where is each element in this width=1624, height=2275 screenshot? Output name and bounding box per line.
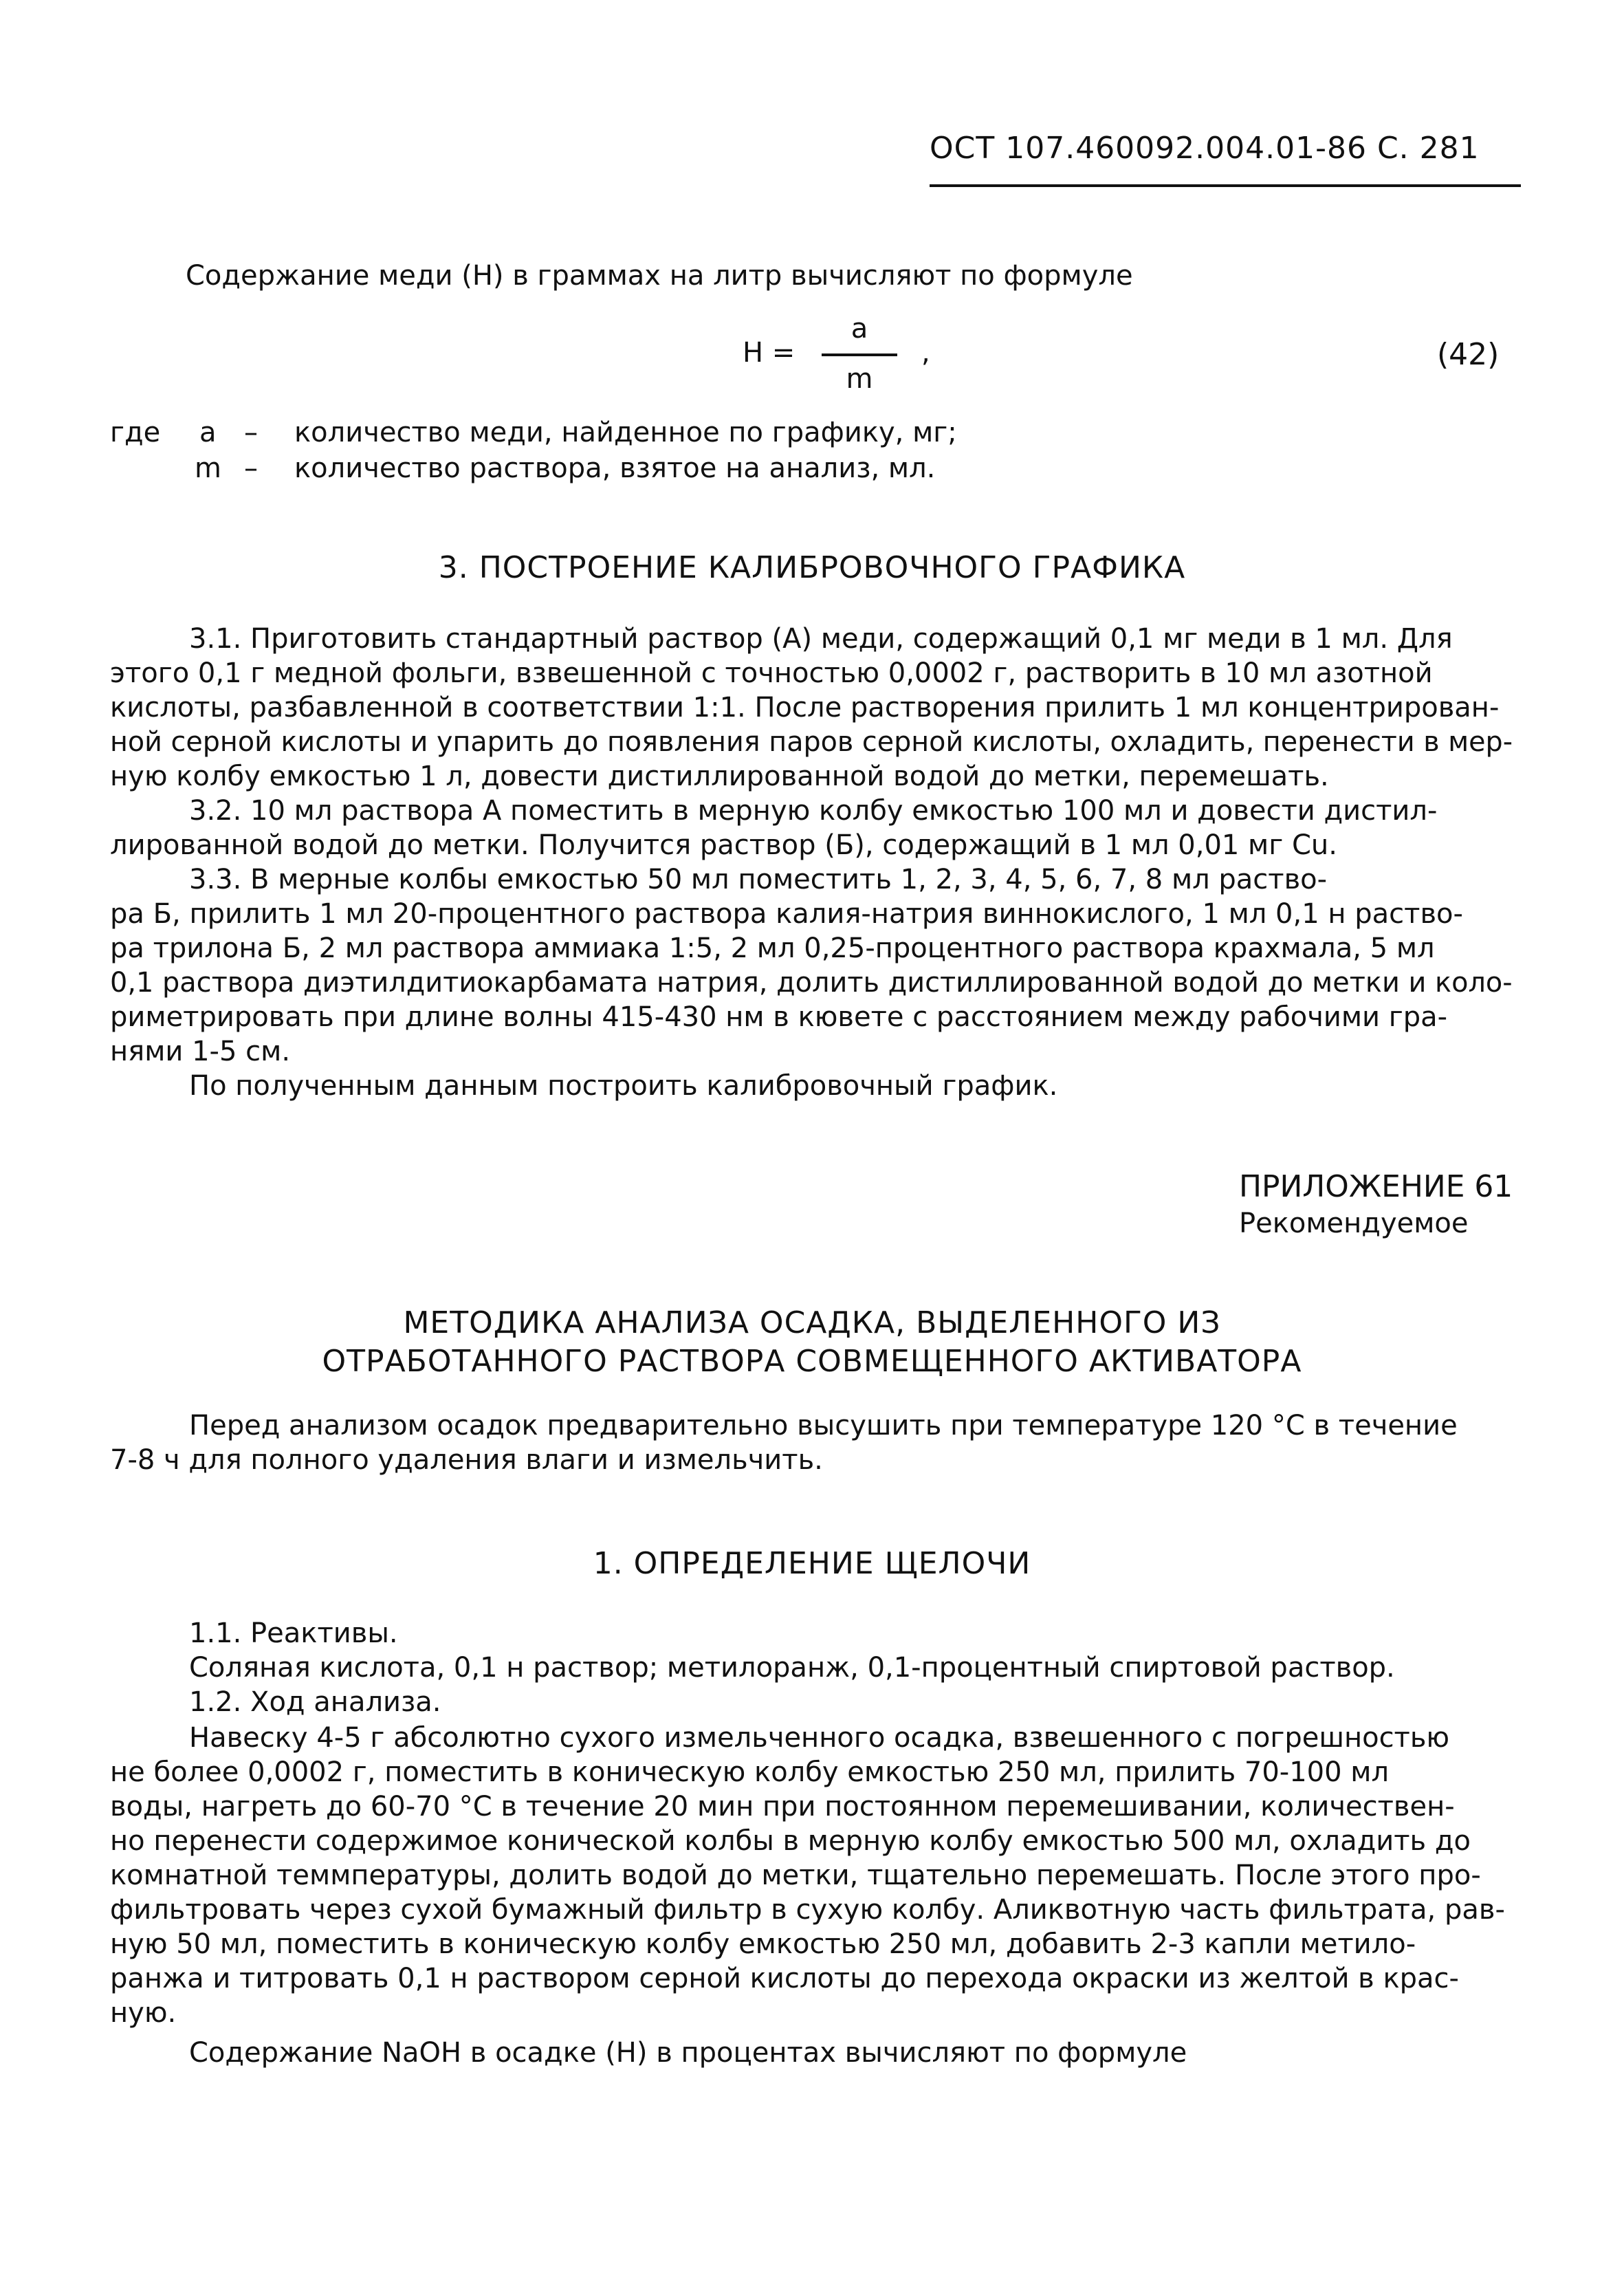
section-1-line: 1.2. Ход анализа. <box>189 1686 441 1718</box>
section-1-line: ранжа и титровать 0,1 н раствором серной кислоты до перехода окраски из желтой в крас- <box>110 1963 1459 1994</box>
section-1-line: комнатной теммпературы, долить водой до метки, тщательно перемешать. После этого про- <box>110 1860 1481 1891</box>
appendix-subtitle: Рекомендуемое <box>1239 1208 1469 1239</box>
section-3-line: ра трилона Б, 2 мл раствора аммиака 1:5, 2 мл 0,25-процентного раствора крахмала, 5 мл <box>110 933 1435 964</box>
method-intro-line: 7-8 ч для полного удаления влаги и измельчить. <box>110 1444 823 1476</box>
section-1-line: но перенести содержимое конической колбы в мерную колбу емкостью 500 мл, охладить до <box>110 1825 1471 1857</box>
section-3-line: 3.1. Приготовить стандартный раствор (А) меди, содержащий 0,1 мг меди в 1 мл. Для <box>189 623 1453 655</box>
formula-intro: Содержание меди (Н) в граммах на литр вычисляют по формуле <box>186 260 1133 292</box>
section-1-line: не более 0,0002 г, поместить в коническую колбу емкостью 250 мл, прилить 70-100 мл <box>110 1756 1390 1788</box>
formula-numerator: а <box>851 313 868 345</box>
section-3-line: лированной водой до метки. Получится раствор (Б), содержащий в 1 мл 0,01 мг Cu. <box>110 829 1337 861</box>
where-dash: – <box>244 453 258 484</box>
section-1-line: ную. <box>110 1997 177 2029</box>
section-3-line: риметрировать при длине волны 415-430 нм в кювете с расстоянием между рабочими гра- <box>110 1001 1448 1033</box>
method-title-line-2: ОТРАБОТАННОГО РАСТВОРА СОВМЕЩЕННОГО АКТИВАТОРА <box>322 1344 1302 1379</box>
method-intro-line: Перед анализом осадок предварительно высушить при температуре 120 °С в течение <box>189 1410 1458 1441</box>
section-3-line: нями 1-5 см. <box>110 1036 291 1067</box>
appendix-title: ПРИЛОЖЕНИЕ 61 <box>1239 1169 1513 1204</box>
section-1-title: 1. ОПРЕДЕЛЕНИЕ ЩЕЛОЧИ <box>593 1546 1031 1581</box>
section-3-line: ную колбу емкостью 1 л, довести дистиллированной водой до метки, перемешать. <box>110 761 1329 792</box>
section-3-line: 0,1 раствора диэтилдитиокарбамата натрия, долить дистиллированной водой до метки и коло- <box>110 967 1513 999</box>
where-text: количество раствора, взятое на анализ, мл. <box>294 453 936 484</box>
section-3-line: кислоты, разбавленной в соответствии 1:1. После растворения прилить 1 мл концентрирован- <box>110 692 1500 723</box>
section-3-title: 3. ПОСТРОЕНИЕ КАЛИБРОВОЧНОГО ГРАФИКА <box>438 550 1186 585</box>
section-3-line: 3.3. В мерные колбы емкостью 50 мл поместить 1, 2, 3, 4, 5, 6, 7, 8 мл раство- <box>189 864 1328 895</box>
where-symbol: m <box>195 453 221 484</box>
section-1-line: Навеску 4-5 г абсолютно сухого измельченного осадка, взвешенного с погрешностью <box>189 1722 1450 1754</box>
formula-denominator: m <box>846 363 873 395</box>
section-3-line: 3.2. 10 мл раствора А поместить в мерную колбу емкостью 100 мл и довести дистил- <box>189 795 1438 827</box>
section-1-line: Содержание NaOH в осадке (Н) в процентах вычисляют по формуле <box>189 2037 1187 2069</box>
method-title-line-1: МЕТОДИКА АНАЛИЗА ОСАДКА, ВЫДЕЛЕННОГО ИЗ <box>403 1305 1221 1340</box>
where-label: где <box>110 417 161 448</box>
section-3-line: ра Б, прилить 1 мл 20-процентного раствора калия-натрия виннокислого, 1 мл 0,1 н раство- <box>110 898 1463 930</box>
section-1-line: 1.1. Реактивы. <box>189 1618 398 1649</box>
fraction-bar <box>822 353 897 356</box>
section-1-line: ную 50 мл, поместить в коническую колбу емкостью 250 мл, добавить 2-3 капли метило- <box>110 1928 1416 1960</box>
header-rule <box>930 184 1521 187</box>
where-symbol: а <box>199 417 217 448</box>
where-dash: – <box>244 417 258 448</box>
formula-number: (42) <box>1437 337 1500 372</box>
formula-comma: , <box>921 337 930 369</box>
section-1-line: воды, нагреть до 60-70 °С в течение 20 мин при постоянном перемешивании, количествен- <box>110 1791 1455 1822</box>
section-1-line: Соляная кислота, 0,1 н раствор; метилоранж, 0,1-процентный спиртовой раствор. <box>189 1652 1395 1684</box>
section-3-line: этого 0,1 г медной фольги, взвешенной с точностью 0,0002 г, растворить в 10 мл азотной <box>110 657 1433 689</box>
page-header: ОСТ 107.460092.004.01-86 С. 281 <box>930 131 1480 166</box>
section-3-line: ной серной кислоты и упарить до появления паров серной кислоты, охладить, перенести в мер- <box>110 726 1513 758</box>
where-text: количество меди, найденное по графику, мг; <box>294 417 957 448</box>
section-1-line: фильтровать через сухой бумажный фильтр в сухую колбу. Аликвотную часть фильтрата, рав- <box>110 1894 1505 1926</box>
section-3-line: По полученным данным построить калибровочный график. <box>189 1070 1058 1102</box>
formula-lhs: Н = <box>743 337 795 369</box>
